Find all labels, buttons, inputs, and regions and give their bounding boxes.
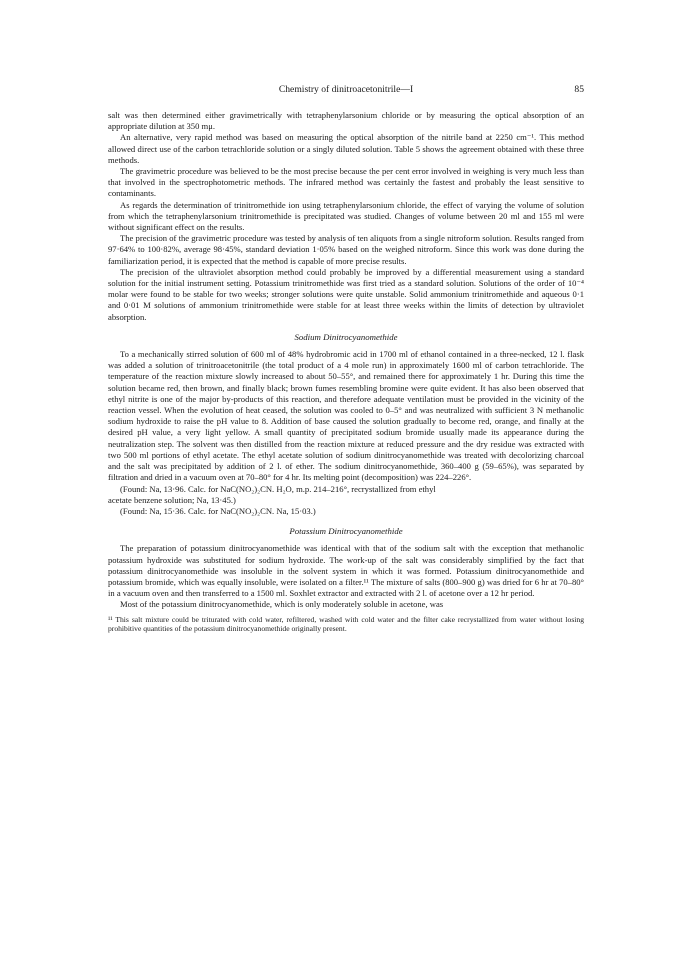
analysis-line: acetate benzene solution; Na, 13·45.) bbox=[108, 494, 236, 505]
body-paragraph: To a mechanically stirred solution of 600 ml of 48% hydrobromic acid in 1700 ml of ethanol contained in a three-necked, 12 l. flask was added a solution of trinitroacetonitrile (the total product of a 4 mole run) in approximately 1600 ml of carbon tetrachloride. The temperature of the reaction mixture slowly increased to about 50–55°, and remained there for approximately 1 hr. During this time the solution became red, then brown, and finally black; brown fumes resembling bromine were quite evident. It has also been observed that ethyl nitrite is one of the major by-products of this reaction, and therefore adequate ventilation must be provided in the vicinity of the reaction vessel. When the evolution of heat ceased, the solution was cooled to 0–5° and was neutralized with sufficient 3 N methanolic sodium hydroxide to raise the pH value to 8. Addition of base caused the solution gradually to become red, orange, and finally at the desired pH value, a very light yellow. A small quantity of precipitated sodium bromide usually made its appearance during the neutralization step. The solvent was then distilled from the reaction mixture at reduced pressure and the dry residue was extracted with two 500 ml portions of ethyl acetate. The ethyl acetate solution of sodium dinitrocyanomethide was treated with decolorizing charcoal and the salt was precipitated by addition of 2 l. of ether. The sodium dinitrocyanomethide, 360–400 g (59–65%), was separated by filtration and dried in a vacuum oven at 70–80° for 4 hr. Its melting point (decomposition) was 224–226°. bbox=[108, 349, 584, 483]
section-heading-sodium: Sodium Dinitrocyanomethide bbox=[294, 331, 398, 342]
footnote: ¹¹ This salt mixture could be triturated with cold water, refiltered, washed with cold water and the filter cake recrystallized from water without losing prohibitive quantities of the potassium dinitrocyanomethide originally present. bbox=[108, 614, 584, 634]
page-number: 85 bbox=[574, 84, 584, 95]
body-paragraph: The precision of the gravimetric procedure was tested by analysis of ten aliquots from a single nitroform solution. Results ranged from 97·64% to 100·82%, average 98·45%, standard deviation 1·05% based on the weighed nitroform. Since this work was done during the familiarization period, it is expected that the method is capable of more precise results. bbox=[108, 233, 584, 266]
page-header bbox=[108, 84, 584, 100]
body-paragraph: Most of the potassium dinitrocyanomethide, which is only moderately soluble in acetone, was bbox=[120, 599, 444, 610]
analysis-line: (Found: Na, 15·36. Calc. for NaC(NO₂)₂CN. Na, 15·03.) bbox=[120, 505, 316, 516]
body-paragraph: As regards the determination of trinitromethide ion using tetraphenylarsonium chloride, the effect of varying the volume of solution from which the tetraphenylarsonium trinitromethide is precipitated was studied. Changes of volume between 20 ml and 155 ml were without significant effect on the results. bbox=[108, 199, 584, 233]
page bbox=[108, 84, 584, 634]
body-paragraph: An alternative, very rapid method was based on measuring the optical absorption of the nitrile band at 2250 cm⁻¹. This method allowed direct use of the carbon tetrachloride solution or a singly diluted solution. Table 5 shows the agreement obtained with these three methods. bbox=[108, 132, 584, 165]
body-paragraph: The gravimetric procedure was believed to be the most precise because the per cent error involved in weighing is very much less than that involved in the spectrophotometric methods. The infrared method was certainly the fastest and probably the least sensitive to contaminants. bbox=[108, 166, 584, 199]
body-paragraph: salt was then determined either gravimetrically with tetraphenylarsonium chloride or by measuring the optical absorption of an appropriate dilution at 350 mμ. bbox=[108, 110, 584, 132]
analysis-line: (Found: Na, 13·96. Calc. for NaC(NO₂)₂CN. H₂O, m.p. 214–216°, recrystallized from ethyl bbox=[120, 483, 436, 494]
running-title: Chemistry of dinitroacetonitrile—I bbox=[278, 84, 414, 95]
body-paragraph: The precision of the ultraviolet absorption method could probably be improved by a differential measurement using a standard solution for the initial instrument setting. Potassium trinitromethide was first tried as a standard solution. Solutions of the order of 10⁻⁴ molar were found to be stable for two weeks; stronger solutions were quite unstable. Solid ammonium trinitromethide and aqueous 0·1 and 0·01 M solutions of ammonium trinitromethide were stable for at least three weeks within the limits of detection by ultraviolet absorption. bbox=[108, 266, 584, 322]
section-heading-potassium: Potassium Dinitrocyanomethide bbox=[289, 526, 403, 537]
body-paragraph: The preparation of potassium dinitrocyanomethide was identical with that of the sodium salt with the exception that methanolic potassium hydroxide was substituted for sodium hydroxide. The work-up of the salt was considerably simplified by the fact that potassium dinitrocyanomethide was insoluble in the solvent system in which it was formed. Potassium dinitrocyanomethide and potassium bromide, which was equally insoluble, were isolated on a filter.¹¹ The mixture of salts (800–900 g) was dried for 6 hr at 70–80° in a vacuum oven and then transferred to a 1500 ml. Soxhlet extractor and extracted with 2 l. of acetone over a 12 hr period. bbox=[108, 543, 584, 599]
